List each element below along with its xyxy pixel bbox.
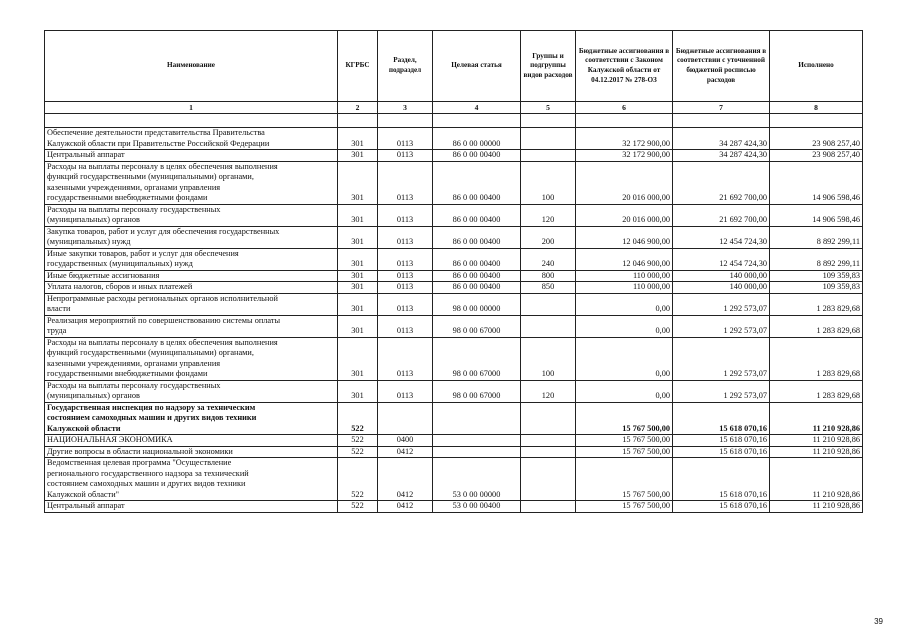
cell-done: 109 359,83 xyxy=(770,270,863,282)
cell-target: 86 0 00 00400 xyxy=(433,282,521,294)
cell-section: 0113 xyxy=(378,293,433,315)
cell-target: 53 0 00 00000 xyxy=(433,458,521,501)
column-number: 5 xyxy=(521,102,576,114)
row-name-line: состоянием самоходных машин и других видов техники xyxy=(47,479,246,488)
row-name-line: Уплата налогов, сборов и иных платежей xyxy=(47,282,193,291)
column-number: 1 xyxy=(45,102,338,114)
cell-law: 12 046 900,00 xyxy=(576,226,673,248)
row-name-line: НАЦИОНАЛЬНАЯ ЭКОНОМИКА xyxy=(47,435,173,444)
cell-kgrbs: 301 xyxy=(338,248,378,270)
row-name-line: Реализация мероприятий по совершенствованию системы оплаты xyxy=(47,315,281,325)
cell-target xyxy=(433,435,521,447)
cell-kgrbs: 301 xyxy=(338,150,378,162)
cell-law: 0,00 xyxy=(576,337,673,380)
column-number: 6 xyxy=(576,102,673,114)
cell-group xyxy=(521,315,576,337)
cell-group xyxy=(521,128,576,150)
cell-group xyxy=(521,458,576,501)
cell-law: 15 767 500,00 xyxy=(576,458,673,501)
cell-kgrbs: 301 xyxy=(338,380,378,402)
cell-law: 20 016 000,00 xyxy=(576,161,673,204)
cell-law: 0,00 xyxy=(576,315,673,337)
table-row xyxy=(45,270,863,282)
cell-group xyxy=(521,150,576,162)
row-name-line: Закупка товаров, работ и услуг для обеспечения государственных xyxy=(47,226,280,236)
column-number-row xyxy=(45,102,863,114)
row-name xyxy=(45,150,338,162)
column-number: 7 xyxy=(673,102,770,114)
table-row xyxy=(45,150,863,162)
cell-group xyxy=(521,446,576,458)
row-name-line: Иные закупки товаров, работ и услуг для обеспечения xyxy=(47,248,239,258)
row-name xyxy=(45,435,338,447)
cell-target: 86 0 00 00400 xyxy=(433,270,521,282)
cell-law: 32 172 900,00 xyxy=(576,128,673,150)
table-row xyxy=(45,402,863,435)
cell-refined: 1 292 573,07 xyxy=(673,315,770,337)
cell-done: 14 906 598,46 xyxy=(770,161,863,204)
cell-refined: 12 454 724,30 xyxy=(673,248,770,270)
row-name-line: труда xyxy=(47,326,67,335)
cell-section: 0113 xyxy=(378,270,433,282)
cell-target: 86 0 00 00400 xyxy=(433,226,521,248)
table-row xyxy=(45,293,863,315)
cell-done: 11 210 928,86 xyxy=(770,435,863,447)
cell-section: 0113 xyxy=(378,282,433,294)
cell-done: 23 908 257,40 xyxy=(770,128,863,150)
cell-target: 98 0 00 67000 xyxy=(433,380,521,402)
row-name-line: государственными внебюджетными фондами xyxy=(47,369,208,378)
cell-refined: 1 292 573,07 xyxy=(673,293,770,315)
row-name-line: государственными внебюджетными фондами xyxy=(47,193,208,202)
row-name xyxy=(45,161,338,204)
cell-section: 0113 xyxy=(378,226,433,248)
row-name-line: Непрограммные расходы региональных органов исполнительной xyxy=(47,293,278,303)
table-body xyxy=(45,128,863,513)
table-row xyxy=(45,380,863,402)
cell-refined: 1 292 573,07 xyxy=(673,380,770,402)
row-name-line: Расходы на выплаты персоналу государственных xyxy=(47,380,221,390)
cell-law: 110 000,00 xyxy=(576,282,673,294)
cell-law: 0,00 xyxy=(576,293,673,315)
header-section: Раздел, подраздел xyxy=(378,31,433,102)
cell-law: 15 767 500,00 xyxy=(576,501,673,513)
row-name-line: власти xyxy=(47,304,71,313)
cell-refined: 15 618 070,16 xyxy=(673,435,770,447)
cell-kgrbs: 301 xyxy=(338,282,378,294)
cell-section: 0113 xyxy=(378,380,433,402)
row-name xyxy=(45,248,338,270)
cell-section: 0113 xyxy=(378,128,433,150)
row-name xyxy=(45,315,338,337)
cell-kgrbs: 301 xyxy=(338,204,378,226)
row-name-line: Калужской области xyxy=(47,423,121,433)
cell-section: 0412 xyxy=(378,458,433,501)
cell-kgrbs: 522 xyxy=(338,458,378,501)
table-row xyxy=(45,435,863,447)
header-row xyxy=(45,31,863,102)
table-row xyxy=(45,161,863,204)
row-name-line: (муниципальных) нужд xyxy=(47,237,131,246)
table-row xyxy=(45,337,863,380)
cell-section: 0400 xyxy=(378,435,433,447)
cell-kgrbs: 301 xyxy=(338,270,378,282)
cell-section: 0113 xyxy=(378,248,433,270)
row-name xyxy=(45,128,338,150)
cell-target: 98 0 00 67000 xyxy=(433,315,521,337)
cell-group xyxy=(521,293,576,315)
row-name-line: Калужской области" xyxy=(47,489,120,499)
cell-done: 1 283 829,68 xyxy=(770,380,863,402)
column-number: 3 xyxy=(378,102,433,114)
row-name-line: Другие вопросы в области национальной экономики xyxy=(47,446,233,456)
budget-table xyxy=(44,30,863,513)
row-name xyxy=(45,337,338,380)
cell-target: 53 0 00 00400 xyxy=(433,501,521,513)
cell-group xyxy=(521,435,576,447)
cell-done: 1 283 829,68 xyxy=(770,315,863,337)
cell-kgrbs: 522 xyxy=(338,435,378,447)
cell-group: 100 xyxy=(521,337,576,380)
cell-done: 8 892 299,11 xyxy=(770,248,863,270)
cell-refined: 21 692 700,00 xyxy=(673,161,770,204)
row-name-line: Центральный аппарат xyxy=(47,150,125,159)
column-number: 2 xyxy=(338,102,378,114)
cell-done: 8 892 299,11 xyxy=(770,226,863,248)
cell-target: 86 0 00 00400 xyxy=(433,248,521,270)
row-name-line: (муниципальных) органов xyxy=(47,215,140,224)
cell-done: 109 359,83 xyxy=(770,282,863,294)
cell-kgrbs: 522 xyxy=(338,446,378,458)
row-name xyxy=(45,402,338,435)
cell-group: 800 xyxy=(521,270,576,282)
row-name-line: Иные бюджетные ассигнования xyxy=(47,270,160,280)
cell-done: 23 908 257,40 xyxy=(770,150,863,162)
row-name xyxy=(45,282,338,294)
row-name-line: функций государственными (муниципальными) органами, xyxy=(47,172,254,181)
row-name-line: казенными учреждениями, органами управления xyxy=(47,182,221,192)
row-name-line: Расходы на выплаты персоналу в целях обеспечения выполнения xyxy=(47,337,278,347)
cell-target: 98 0 00 00000 xyxy=(433,293,521,315)
cell-law: 12 046 900,00 xyxy=(576,248,673,270)
cell-kgrbs: 301 xyxy=(338,293,378,315)
row-name-line: состоянием самоходных машин и других видов техники xyxy=(47,413,257,422)
row-name xyxy=(45,270,338,282)
table-row xyxy=(45,282,863,294)
row-name-line: регионального государственного надзора за технический xyxy=(47,468,249,478)
cell-law: 110 000,00 xyxy=(576,270,673,282)
cell-target: 86 0 00 00000 xyxy=(433,128,521,150)
cell-section: 0113 xyxy=(378,150,433,162)
cell-refined: 140 000,00 xyxy=(673,282,770,294)
spacer-row xyxy=(45,114,863,128)
row-name xyxy=(45,501,338,513)
cell-law: 20 016 000,00 xyxy=(576,204,673,226)
cell-section: 0412 xyxy=(378,446,433,458)
cell-kgrbs: 301 xyxy=(338,128,378,150)
cell-refined: 15 618 070,16 xyxy=(673,402,770,435)
page-number: 39 xyxy=(874,617,883,626)
cell-section: 0113 xyxy=(378,161,433,204)
row-name xyxy=(45,446,338,458)
header-name: Наименование xyxy=(45,31,338,102)
cell-group: 100 xyxy=(521,161,576,204)
column-number: 8 xyxy=(770,102,863,114)
row-name-line: Центральный аппарат xyxy=(47,501,125,510)
cell-section: 0412 xyxy=(378,501,433,513)
cell-law: 32 172 900,00 xyxy=(576,150,673,162)
row-name-line: казенными учреждениями, органами управления xyxy=(47,358,221,368)
cell-kgrbs: 301 xyxy=(338,315,378,337)
cell-refined: 15 618 070,16 xyxy=(673,446,770,458)
cell-section: 0113 xyxy=(378,204,433,226)
table-row xyxy=(45,226,863,248)
cell-done: 14 906 598,46 xyxy=(770,204,863,226)
cell-done: 1 283 829,68 xyxy=(770,293,863,315)
row-name-line: Ведомственная целевая программа "Осуществление xyxy=(47,458,232,467)
row-name-line: Калужской области при Правительстве Российской Федерации xyxy=(47,138,270,148)
cell-refined: 15 618 070,16 xyxy=(673,501,770,513)
row-name xyxy=(45,226,338,248)
header-kgrbs: КГРБС xyxy=(338,31,378,102)
row-name-line: функций государственными (муниципальными) органами, xyxy=(47,348,254,357)
cell-target: 86 0 00 00400 xyxy=(433,161,521,204)
table-row xyxy=(45,204,863,226)
cell-done: 11 210 928,86 xyxy=(770,446,863,458)
cell-done: 1 283 829,68 xyxy=(770,337,863,380)
cell-section xyxy=(378,402,433,435)
table-row xyxy=(45,458,863,501)
row-name xyxy=(45,293,338,315)
row-name-line: Расходы на выплаты персоналу в целях обеспечения выполнения xyxy=(47,161,278,171)
cell-law: 15 767 500,00 xyxy=(576,446,673,458)
cell-refined: 1 292 573,07 xyxy=(673,337,770,380)
cell-target: 86 0 00 00400 xyxy=(433,204,521,226)
cell-done: 11 210 928,86 xyxy=(770,402,863,435)
cell-group: 120 xyxy=(521,380,576,402)
header-law: Бюджетные ассигнования в соответствии с Законом Калужской области от 04.12.2017 № 278-ОЗ xyxy=(576,31,673,102)
cell-kgrbs: 522 xyxy=(338,501,378,513)
cell-law: 15 767 500,00 xyxy=(576,402,673,435)
header-target: Целевая статья xyxy=(433,31,521,102)
row-name-line: (муниципальных) органов xyxy=(47,391,140,400)
cell-law: 0,00 xyxy=(576,380,673,402)
cell-section: 0113 xyxy=(378,337,433,380)
cell-law: 15 767 500,00 xyxy=(576,435,673,447)
cell-section: 0113 xyxy=(378,315,433,337)
column-number: 4 xyxy=(433,102,521,114)
row-name-line: государственных (муниципальных) нужд xyxy=(47,259,193,268)
cell-group: 240 xyxy=(521,248,576,270)
cell-target: 86 0 00 00400 xyxy=(433,150,521,162)
cell-refined: 15 618 070,16 xyxy=(673,458,770,501)
cell-refined: 34 287 424,30 xyxy=(673,150,770,162)
header-refined: Бюджетные ассигнования в соответствии с уточненной бюджетной росписью расходов xyxy=(673,31,770,102)
row-name xyxy=(45,458,338,501)
cell-kgrbs: 522 xyxy=(338,402,378,435)
table-row xyxy=(45,446,863,458)
table-row xyxy=(45,248,863,270)
header-groups: Группы и подгруппы видов расходов xyxy=(521,31,576,102)
cell-target xyxy=(433,402,521,435)
row-name-line: Обеспечение деятельности представительства Правительства xyxy=(47,128,265,137)
cell-refined: 34 287 424,30 xyxy=(673,128,770,150)
cell-group: 200 xyxy=(521,226,576,248)
cell-group xyxy=(521,501,576,513)
row-name xyxy=(45,380,338,402)
cell-refined: 12 454 724,30 xyxy=(673,226,770,248)
table-row xyxy=(45,128,863,150)
cell-group xyxy=(521,402,576,435)
cell-kgrbs: 301 xyxy=(338,226,378,248)
cell-target xyxy=(433,446,521,458)
cell-refined: 21 692 700,00 xyxy=(673,204,770,226)
table-row xyxy=(45,501,863,513)
row-name xyxy=(45,204,338,226)
row-name-line: Государственная инспекция по надзору за техническим xyxy=(47,402,256,412)
cell-done: 11 210 928,86 xyxy=(770,458,863,501)
row-name-line: Расходы на выплаты персоналу государственных xyxy=(47,204,221,214)
cell-group: 850 xyxy=(521,282,576,294)
cell-group: 120 xyxy=(521,204,576,226)
table-row xyxy=(45,315,863,337)
cell-done: 11 210 928,86 xyxy=(770,501,863,513)
cell-target: 98 0 00 67000 xyxy=(433,337,521,380)
cell-kgrbs: 301 xyxy=(338,161,378,204)
cell-kgrbs: 301 xyxy=(338,337,378,380)
cell-refined: 140 000,00 xyxy=(673,270,770,282)
header-done: Исполнено xyxy=(770,31,863,102)
